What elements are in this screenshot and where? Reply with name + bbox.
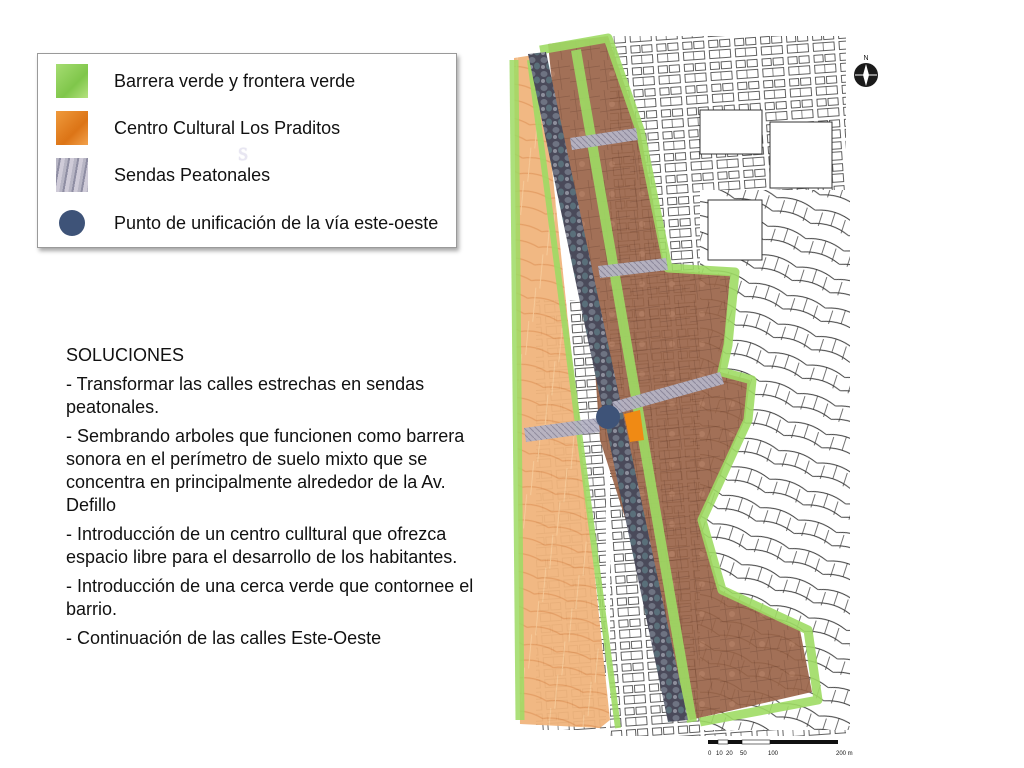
scale-label: 200 m [836,751,853,757]
scale-label: 0 [708,751,712,757]
scale-label: 50 [740,751,747,757]
stray-mark: s [238,137,249,166]
scale-label: 20 [726,751,733,757]
solution-item: - Continuación de las calles Este-Oeste [66,628,382,648]
north-arrow-icon [854,55,878,87]
solution-item: - Introducción de un centro culltural que ofrezca espacio libre para el desarrollo de los habitantes. [66,524,458,567]
solution-item: - Introducción de una cerca verde que contornee el barrio. [66,576,474,619]
block [700,110,762,154]
legend-label: Punto de unificación de la vía este-oeste [114,212,439,233]
scale-label: 10 [716,751,723,757]
unification-point-marker [596,405,620,429]
solution-item: - Sembrando arboles que funcionen como barrera sonora en el perímetro de suelo mixto que se concentra en principalmente alrededor de la Av. Defillo [66,426,465,515]
scale-bar [708,740,853,757]
legend-label: Sendas Peatonales [114,164,271,185]
green-barrier-west [514,60,520,720]
north-label: N [863,55,869,62]
solutions-title: SOLUCIONES [66,345,185,365]
legend-label: Barrera verde y frontera verde [114,70,356,91]
block [708,200,762,260]
solution-item: - Transformar las calles estrechas en sendas peatonales. [66,374,425,417]
scale-label: 100 [768,751,779,757]
block [770,122,832,188]
legend-label: Centro Cultural Los Praditos [114,117,341,138]
